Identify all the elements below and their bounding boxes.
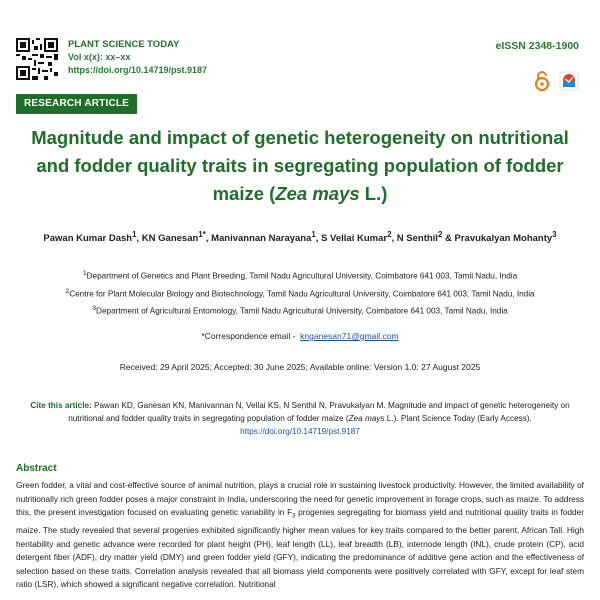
correspondence-label: *Correspondence email - [201, 331, 296, 341]
journal-name: PLANT SCIENCE TODAY [68, 39, 180, 50]
cite-doi-link[interactable]: https://doi.org/10.14719/pst.9187 [240, 427, 360, 436]
abstract-text: Green fodder, a vital and cost-effective source of animal nutrition, plays a crucial role in sustaining livestock productivity. However, the limited availability of nutritionally rich green fodder poses a major constraint in India, underscoring the need for genetic improvement in forage crops, such as maize. To address this, the present investigation focused on evaluating genetic variability in $F_3$ progenies segregating for biomass yield and nutritional quality traits in fodder maize. The study revealed that several progenies exhibited significantly higher mean values for key traits compared to the better parent, African Tall. High heritability and genetic advance were recorded for plant height (PH), leaf length (LL), leaf breadth (LB), internode length (INL), crude protein (CP), acid detergent fiber (ADF), dry matter yield (DMY) and green fodder yield (GFY), indicating the predominance of additive gene action and the effectiveness of selection based on these traits. Correlation analysis revealed that all biomass yield components were positively correlated with GFY, except for leaf stem ratio (LSR), which showed a significant negative correlation. Nutritional [16, 480, 584, 590]
qr-code-icon[interactable] [16, 38, 58, 80]
affiliation-item: $^3$Department of Agricultural Entomology, Tamil Nadu Agricultural University, Coimbatore 641 003, Tamil Nadu, India [92, 305, 508, 317]
citation-block [28, 399, 572, 438]
title-suffix: L.) [359, 183, 388, 204]
article-title [20, 124, 580, 208]
affiliation-item: $^2$Centre for Plant Molecular Biology and Biotechnology, Tamil Nadu Agricultural University, Coimbatore 641 003, Tamil Nadu, India [65, 287, 535, 299]
cite-label: Cite this article: [30, 401, 92, 410]
abstract-heading: Abstract [16, 463, 57, 474]
header-doi-link[interactable]: https://doi.org/10.14719/pst.9187 [68, 65, 208, 75]
author: S Vellai Kumar$^2$, [321, 230, 397, 245]
cite-text-after: L.). Plant Science Today (Early Access). [384, 414, 532, 423]
author: Pravukalyan Mohanty$^3$ [454, 230, 557, 245]
issn: eISSN 2348-1900 [495, 40, 579, 52]
author: N Senthil$^2$ & [396, 230, 455, 245]
journal-header [0, 0, 600, 95]
access-icons [532, 70, 582, 92]
publication-dates: Received: 29 April 2025; Accepted: 30 June 2025; Available online: Version 1.0: 27 August 2025 [119, 362, 481, 372]
author: Manivannan Narayana$^1$, [211, 230, 322, 245]
cite-text: Pawan KD, Ganesan KN, Manivannan N, Vellai KS, N Senthil N, Pravukalyan M. Magnitude and impact of genetic heterogeneity on nutritional and fodder quality traits in segregating population of fodder maize ( [68, 401, 570, 423]
author-list [10, 230, 590, 244]
correspondence [10, 331, 590, 341]
title-main: Magnitude and impact of genetic heterogeneity on nutritional and fodder quality traits in segregating population of fodder maize ( [31, 127, 569, 204]
author: Pawan Kumar Dash$^1$, [43, 230, 142, 245]
crossmark-icon[interactable] [560, 72, 578, 90]
cite-species: Zea mays [348, 414, 385, 423]
journal-info [68, 38, 207, 77]
author: KN Ganesan$^{1*}$, [141, 230, 212, 245]
title-species: Zea mays [275, 183, 360, 204]
affiliations [10, 266, 590, 319]
article-type-badge: RESEARCH ARTICLE [16, 94, 137, 114]
correspondence-email-link[interactable]: knganesan71@gmail.com [300, 331, 399, 341]
volume-info: Vol x(x): xx–xx [68, 52, 131, 62]
open-access-icon[interactable] [536, 72, 548, 90]
affiliation-item: $^1$Department of Genetics and Plant Breeding, Tamil Nadu Agricultural University, Coimbatore 641 003, Tamil Nadu, India [82, 270, 518, 281]
